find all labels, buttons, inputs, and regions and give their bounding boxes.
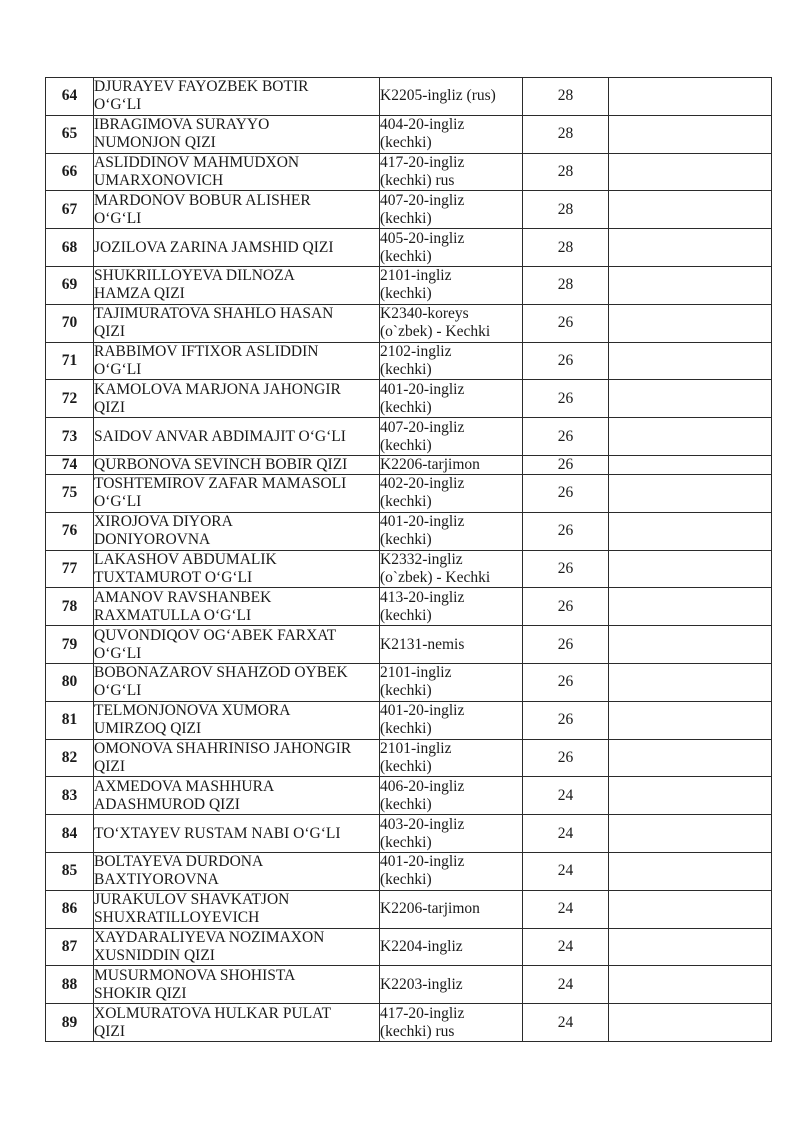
group-code [380, 229, 523, 267]
student-name-line: BOLTAYEVA DURDONA [94, 853, 264, 871]
score: 26 [523, 626, 609, 664]
score: 26 [523, 455, 609, 474]
empty-cell [609, 815, 772, 853]
student-name [94, 455, 380, 474]
table-row [46, 626, 772, 664]
student-name [94, 512, 380, 550]
score: 26 [523, 418, 609, 456]
student-name-line: BOBONAZAROV SHAHZOD OYBEK [94, 664, 348, 682]
empty-cell [609, 342, 772, 380]
score: 26 [523, 588, 609, 626]
student-name [94, 418, 380, 456]
group-code [380, 928, 523, 966]
row-number: 79 [46, 626, 94, 664]
group-code [380, 663, 523, 701]
group-code-line: 403-20-ingliz [380, 815, 465, 833]
group-code [380, 890, 523, 928]
group-code [380, 304, 523, 342]
group-code [380, 1004, 523, 1042]
row-number: 87 [46, 928, 94, 966]
table-row [46, 1004, 772, 1042]
score: 26 [523, 342, 609, 380]
group-code-line: (kechki) [380, 682, 432, 700]
student-name-line: SHUXRATILLOYEVICH [94, 909, 260, 927]
score: 26 [523, 474, 609, 512]
group-code [380, 966, 523, 1004]
student-name-line: O‘G‘LI [94, 493, 142, 511]
student-name [94, 588, 380, 626]
empty-cell [609, 739, 772, 777]
empty-cell [609, 890, 772, 928]
row-number: 73 [46, 418, 94, 456]
group-code-line: 407-20-ingliz [380, 418, 465, 436]
score: 24 [523, 777, 609, 815]
student-name-line: RAXMATULLA O‘G‘LI [94, 606, 252, 624]
student-name-line: TO‘XTAYEV RUSTAM NABI O‘G‘LI [94, 824, 341, 842]
group-code-line: 406-20-ingliz [380, 777, 465, 795]
group-code-line: (kechki) [380, 795, 432, 813]
group-code [380, 474, 523, 512]
empty-cell [609, 777, 772, 815]
empty-cell [609, 928, 772, 966]
group-code [380, 78, 523, 116]
score: 24 [523, 966, 609, 1004]
group-code-line: 402-20-ingliz [380, 475, 465, 493]
empty-cell [609, 229, 772, 267]
row-number: 72 [46, 380, 94, 418]
group-code-line: K2332-ingliz [380, 550, 463, 568]
row-number: 81 [46, 701, 94, 739]
group-code [380, 342, 523, 380]
student-name-line: XAYDARALIYEVA NOZIMAXON [94, 928, 325, 946]
group-code-line: K2206-tarjimon [380, 455, 480, 473]
student-name [94, 342, 380, 380]
score: 28 [523, 115, 609, 153]
group-code-line: (kechki) [380, 247, 432, 265]
student-name-line: QUVONDIQOV OG‘ABEK FARXAT [94, 626, 337, 644]
group-code-line: (kechki) [380, 871, 432, 889]
group-code-line: 407-20-ingliz [380, 191, 465, 209]
empty-cell [609, 626, 772, 664]
score: 26 [523, 663, 609, 701]
group-code [380, 455, 523, 474]
group-code-line: 2101-ingliz [380, 739, 452, 757]
group-code-line: (kechki) [380, 606, 432, 624]
row-number: 84 [46, 815, 94, 853]
group-code-line: (kechki) [380, 360, 432, 378]
group-code-line: (kechki) [380, 531, 432, 549]
table-row [46, 266, 772, 304]
student-name-line: MARDONOV BOBUR ALISHER [94, 191, 311, 209]
student-name-line: XOLMURATOVA HULKAR PULAT [94, 1004, 332, 1022]
row-number: 68 [46, 229, 94, 267]
group-code [380, 380, 523, 418]
student-name-line: DJURAYEV FAYOZBEK BOTIR [94, 78, 309, 96]
row-number: 85 [46, 852, 94, 890]
empty-cell [609, 380, 772, 418]
row-number: 77 [46, 550, 94, 588]
table-row [46, 153, 772, 191]
score: 26 [523, 739, 609, 777]
student-name [94, 115, 380, 153]
group-code-line: K2206-tarjimon [380, 900, 480, 918]
empty-cell [609, 474, 772, 512]
score: 24 [523, 1004, 609, 1042]
group-code-line: (kechki) [380, 493, 432, 511]
empty-cell [609, 588, 772, 626]
group-code-line: 401-20-ingliz [380, 513, 465, 531]
row-number: 71 [46, 342, 94, 380]
group-code-line: (kechki) [380, 720, 432, 738]
row-number: 70 [46, 304, 94, 342]
group-code-line: (kechki) [380, 398, 432, 416]
group-code [380, 815, 523, 853]
score: 26 [523, 550, 609, 588]
table-row [46, 852, 772, 890]
student-name-line: DONIYOROVNA [94, 531, 211, 549]
table-row [46, 928, 772, 966]
score: 26 [523, 512, 609, 550]
group-code-line: K2340-koreys [380, 305, 469, 323]
row-number: 75 [46, 474, 94, 512]
score: 28 [523, 266, 609, 304]
table-row [46, 418, 772, 456]
student-name-line: ASLIDDINOV MAHMUDXON [94, 153, 300, 171]
empty-cell [609, 1004, 772, 1042]
student-name-line: QIZI [94, 323, 125, 341]
table-row [46, 115, 772, 153]
row-number: 74 [46, 455, 94, 474]
student-name-line: JURAKULOV SHAVKATJON [94, 891, 290, 909]
row-number: 76 [46, 512, 94, 550]
empty-cell [609, 966, 772, 1004]
table-row [46, 229, 772, 267]
score: 24 [523, 928, 609, 966]
score: 24 [523, 852, 609, 890]
results-table-body [46, 78, 772, 1042]
group-code-line: (kechki) [380, 285, 432, 303]
row-number: 65 [46, 115, 94, 153]
student-name-line: BAXTIYOROVNA [94, 871, 219, 889]
student-name [94, 78, 380, 116]
group-code-line: (kechki) [380, 757, 432, 775]
row-number: 86 [46, 890, 94, 928]
student-name [94, 663, 380, 701]
table-row [46, 815, 772, 853]
empty-cell [609, 550, 772, 588]
student-name [94, 550, 380, 588]
row-number: 67 [46, 191, 94, 229]
student-name-line: QIZI [94, 757, 125, 775]
student-name [94, 890, 380, 928]
group-code-line: 413-20-ingliz [380, 588, 465, 606]
student-name [94, 380, 380, 418]
student-name [94, 1004, 380, 1042]
table-row [46, 512, 772, 550]
student-name-line: QIZI [94, 1022, 125, 1040]
student-name-line: QIZI [94, 398, 125, 416]
empty-cell [609, 455, 772, 474]
table-row [46, 890, 772, 928]
empty-cell [609, 191, 772, 229]
group-code-line: (kechki) rus [380, 171, 455, 189]
student-name [94, 474, 380, 512]
student-name [94, 777, 380, 815]
student-name-line: TELMONJONOVA XUMORA [94, 702, 291, 720]
group-code-line: (kechki) [380, 436, 432, 454]
empty-cell [609, 852, 772, 890]
group-code-line: 401-20-ingliz [380, 380, 465, 398]
student-name [94, 739, 380, 777]
table-row [46, 304, 772, 342]
row-number: 69 [46, 266, 94, 304]
group-code [380, 418, 523, 456]
group-code [380, 852, 523, 890]
student-name-line: HAMZA QIZI [94, 285, 185, 303]
student-name-line: TAJIMURATOVA SHAHLO HASAN [94, 305, 334, 323]
group-code-line: 417-20-ingliz [380, 1004, 465, 1022]
empty-cell [609, 153, 772, 191]
group-code [380, 191, 523, 229]
group-code [380, 153, 523, 191]
student-name-line: AXMEDOVA MASHHURA [94, 777, 275, 795]
student-name-line: XIROJOVA DIYORA [94, 513, 233, 531]
row-number: 82 [46, 739, 94, 777]
student-name-line: TOSHTEMIROV ZAFAR MAMASOLI [94, 475, 347, 493]
empty-cell [609, 701, 772, 739]
score: 26 [523, 304, 609, 342]
table-row [46, 663, 772, 701]
results-table [45, 77, 772, 1042]
empty-cell [609, 663, 772, 701]
group-code-line: 2101-ingliz [380, 664, 452, 682]
student-name [94, 229, 380, 267]
student-name-line: OMONOVA SHAHRINISO JAHONGIR [94, 739, 352, 757]
group-code-line: 404-20-ingliz [380, 116, 465, 134]
student-name-line: TUXTAMUROT O‘G‘LI [94, 568, 253, 586]
table-row [46, 474, 772, 512]
score: 28 [523, 191, 609, 229]
group-code [380, 512, 523, 550]
student-name [94, 153, 380, 191]
empty-cell [609, 512, 772, 550]
score: 24 [523, 815, 609, 853]
student-name [94, 966, 380, 1004]
row-number: 78 [46, 588, 94, 626]
student-name-line: O‘G‘LI [94, 360, 142, 378]
group-code [380, 266, 523, 304]
student-name-line: XUSNIDDIN QIZI [94, 946, 215, 964]
group-code [380, 701, 523, 739]
student-name-line: KAMOLOVA MARJONA JAHONGIR [94, 380, 341, 398]
empty-cell [609, 115, 772, 153]
student-name-line: AMANOV RAVSHANBEK [94, 588, 272, 606]
row-number: 83 [46, 777, 94, 815]
student-name-line: SAIDOV ANVAR ABDIMAJIT O‘G‘LI [94, 427, 346, 445]
row-number: 88 [46, 966, 94, 1004]
empty-cell [609, 418, 772, 456]
student-name-line: ADASHMUROD QIZI [94, 795, 240, 813]
group-code-line: 417-20-ingliz [380, 153, 465, 171]
score: 28 [523, 153, 609, 191]
row-number: 89 [46, 1004, 94, 1042]
group-code [380, 626, 523, 664]
table-row [46, 701, 772, 739]
student-name [94, 266, 380, 304]
student-name-line: IBRAGIMOVA SURAYYO [94, 116, 270, 134]
student-name-line: UMARXONOVICH [94, 171, 224, 189]
group-code-line: 401-20-ingliz [380, 853, 465, 871]
student-name-line: O‘G‘LI [94, 96, 142, 114]
student-name-line: O‘G‘LI [94, 682, 142, 700]
row-number: 64 [46, 78, 94, 116]
table-row [46, 191, 772, 229]
group-code [380, 550, 523, 588]
group-code-line: 2101-ingliz [380, 267, 452, 285]
group-code-line: 2102-ingliz [380, 342, 452, 360]
student-name-line: RABBIMOV IFTIXOR ASLIDDIN [94, 342, 319, 360]
table-row [46, 380, 772, 418]
student-name [94, 815, 380, 853]
score: 26 [523, 701, 609, 739]
row-number: 80 [46, 663, 94, 701]
group-code-line: (o`zbek) - Kechki [380, 323, 491, 341]
student-name-line: SHUKRILLOYEVA DILNOZA [94, 267, 295, 285]
student-name-line: MUSURMONOVA SHOHISTA [94, 966, 296, 984]
group-code-line: (kechki) [380, 833, 432, 851]
student-name-line: NUMONJON QIZI [94, 134, 216, 152]
table-row [46, 588, 772, 626]
group-code [380, 115, 523, 153]
student-name-line: O‘G‘LI [94, 644, 142, 662]
group-code-line: K2131-nemis [380, 635, 465, 653]
group-code-line: K2203-ingliz [380, 975, 463, 993]
student-name-line: QURBONOVA SEVINCH BOBIR QIZI [94, 455, 348, 473]
score: 28 [523, 229, 609, 267]
student-name [94, 701, 380, 739]
table-row [46, 777, 772, 815]
student-name [94, 626, 380, 664]
table-row [46, 342, 772, 380]
score: 28 [523, 78, 609, 116]
table-row [46, 739, 772, 777]
group-code [380, 588, 523, 626]
student-name-line: JOZILOVA ZARINA JAMSHID QIZI [94, 238, 334, 256]
student-name-line: UMIRZOQ QIZI [94, 720, 202, 738]
student-name [94, 852, 380, 890]
student-name [94, 928, 380, 966]
table-row [46, 966, 772, 1004]
group-code-line: K2205-ingliz (rus) [380, 87, 496, 105]
empty-cell [609, 78, 772, 116]
student-name-line: O‘G‘LI [94, 209, 142, 227]
score: 24 [523, 890, 609, 928]
group-code [380, 777, 523, 815]
group-code-line: (kechki) [380, 134, 432, 152]
table-row [46, 550, 772, 588]
group-code-line: 405-20-ingliz [380, 229, 465, 247]
score: 26 [523, 380, 609, 418]
table-row [46, 78, 772, 116]
group-code-line: 401-20-ingliz [380, 702, 465, 720]
group-code-line: (o`zbek) - Kechki [380, 568, 491, 586]
table-row [46, 455, 772, 474]
empty-cell [609, 266, 772, 304]
student-name [94, 191, 380, 229]
group-code-line: K2204-ingliz [380, 937, 463, 955]
student-name-line: LAKASHOV ABDUMALIK [94, 550, 277, 568]
group-code-line: (kechki) [380, 209, 432, 227]
group-code [380, 739, 523, 777]
student-name-line: SHOKIR QIZI [94, 984, 187, 1002]
row-number: 66 [46, 153, 94, 191]
student-name [94, 304, 380, 342]
group-code-line: (kechki) rus [380, 1022, 455, 1040]
empty-cell [609, 304, 772, 342]
